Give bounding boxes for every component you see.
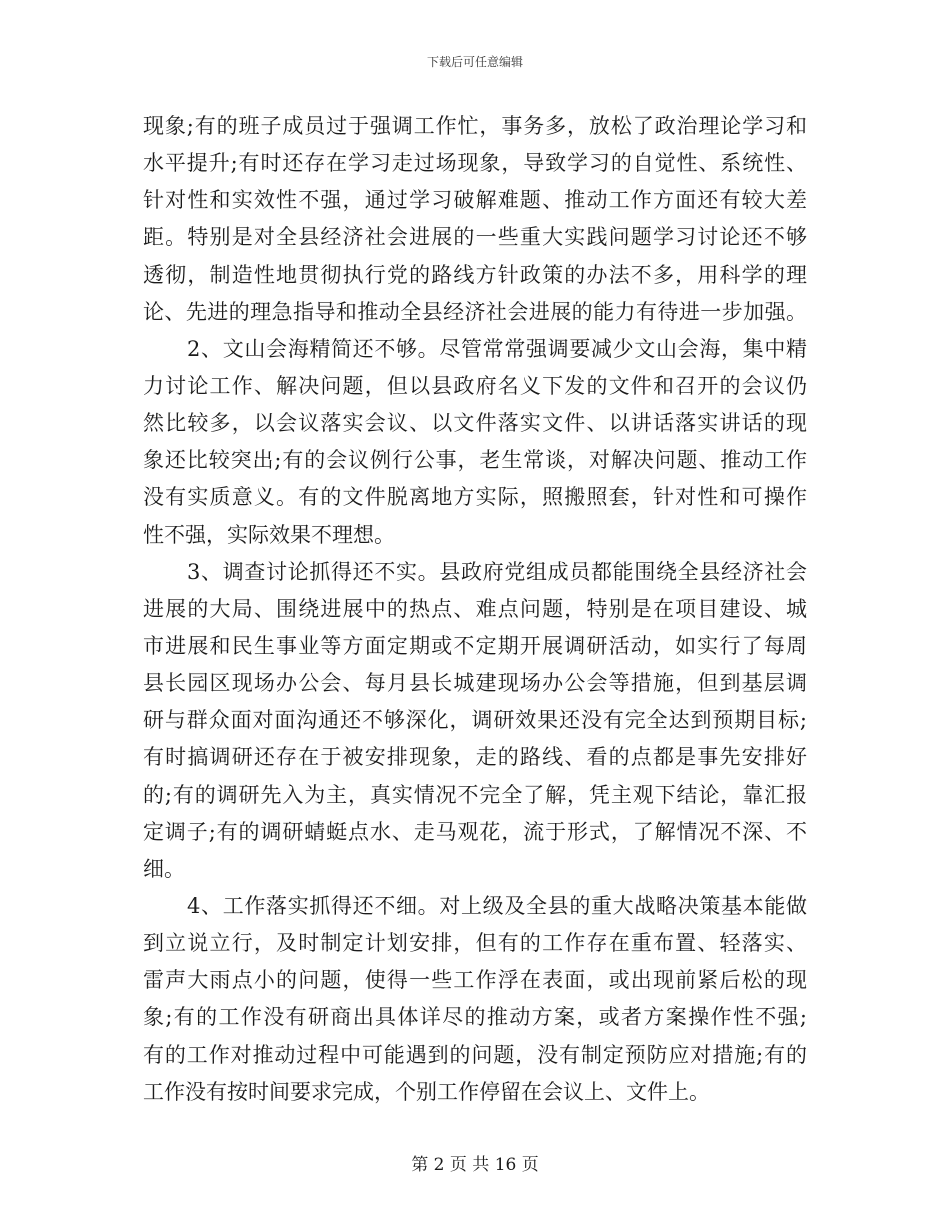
- paragraph-item-4: [143, 888, 807, 1111]
- text-line: 工作没有按时间要求完成，个别工作停留在会议上、文件上。: [143, 1079, 710, 1104]
- text-line: 水平提升;有时还存在学习走过场现象，导致学习的自觉性、系统性、: [143, 151, 807, 176]
- text-line: 象还比较突出;有的会议例行公事，老生常谈，对解决问题、推动工作: [143, 448, 807, 473]
- text-line: 的;有的调研先入为主，真实情况不完全了解，凭主观下结论，靠汇报: [143, 782, 807, 807]
- text-line: 进展的大局、围绕进展中的热点、难点问题，特别是在项目建设、城: [143, 596, 807, 621]
- text-line: 有的工作对推动过程中可能遇到的问题，没有制定预防应对措施;有的: [143, 1042, 807, 1067]
- text-line: 然比较多，以会议落实会议、以文件落实文件、以讲话落实讲话的现: [143, 411, 807, 436]
- paragraph-continued: [143, 108, 807, 331]
- text-line: 到立说立行，及时制定计划安排，但有的工作存在重布置、轻落实、: [143, 931, 807, 956]
- text-line: 细。: [143, 856, 185, 881]
- page-header-note: 下载后可任意编辑: [426, 55, 523, 69]
- text-line: 象;有的工作没有研商出具体详尽的推动方案，或者方案操作性不强;: [143, 1005, 807, 1030]
- text-line: 没有实质意义。有的文件脱离地方实际，照搬照套，针对性和可操作: [143, 485, 807, 510]
- text-line: 雷声大雨点小的问题，使得一些工作浮在表面，或出现前紧后松的现: [143, 968, 807, 993]
- text-line: 现象;有的班子成员过于强调工作忙，事务多，放松了政治理论学习和: [143, 114, 807, 138]
- text-line: 2、文山会海精简还不够。尽管常常强调要减少文山会海，集中精: [187, 336, 807, 361]
- text-line: 论、先进的理急指导和推动全县经济社会进展的能力有待进一步加强。: [143, 299, 807, 324]
- text-line: 研与群众面对面沟通还不够深化，调研效果还没有完全达到预期目标;: [143, 708, 807, 733]
- text-line: 有时搞调研还存在于被安排现象，走的路线、看的点都是事先安排好: [143, 745, 807, 770]
- text-line: 针对性和实效性不强，通过学习破解难题、推动工作方面还有较大差: [143, 188, 807, 213]
- document-body: [143, 108, 807, 1111]
- text-line: 力讨论工作、解决问题，但以县政府名义下发的文件和召开的会议仍: [143, 373, 807, 398]
- text-line: 定调子;有的调研蜻蜓点水、走马观花，流于形式，了解情况不深、不: [143, 819, 807, 844]
- page-number: 第 2 页 共 16 页: [411, 1155, 539, 1175]
- paragraph-item-3: [143, 554, 807, 888]
- text-line: 县长园区现场办公会、每月县长城建现场办公会等措施，但到基层调: [143, 671, 807, 696]
- text-line: 4、工作落实抓得还不细。对上级及全县的重大战略决策基本能做: [187, 893, 807, 918]
- text-line: 3、调查讨论抓得还不实。县政府党组成员都能围绕全县经济社会: [187, 559, 807, 584]
- text-line: 透彻，制造性地贯彻执行党的路线方针政策的办法不多，用科学的理: [143, 262, 807, 287]
- text-line: 市进展和民生事业等方面定期或不定期开展调研活动，如实行了每周: [143, 633, 807, 658]
- text-line: 性不强，实际效果不理想。: [143, 522, 395, 547]
- text-line: 距。特别是对全县经济社会进展的一些重大实践问题学习讨论还不够: [143, 225, 807, 250]
- paragraph-item-2: [143, 331, 807, 554]
